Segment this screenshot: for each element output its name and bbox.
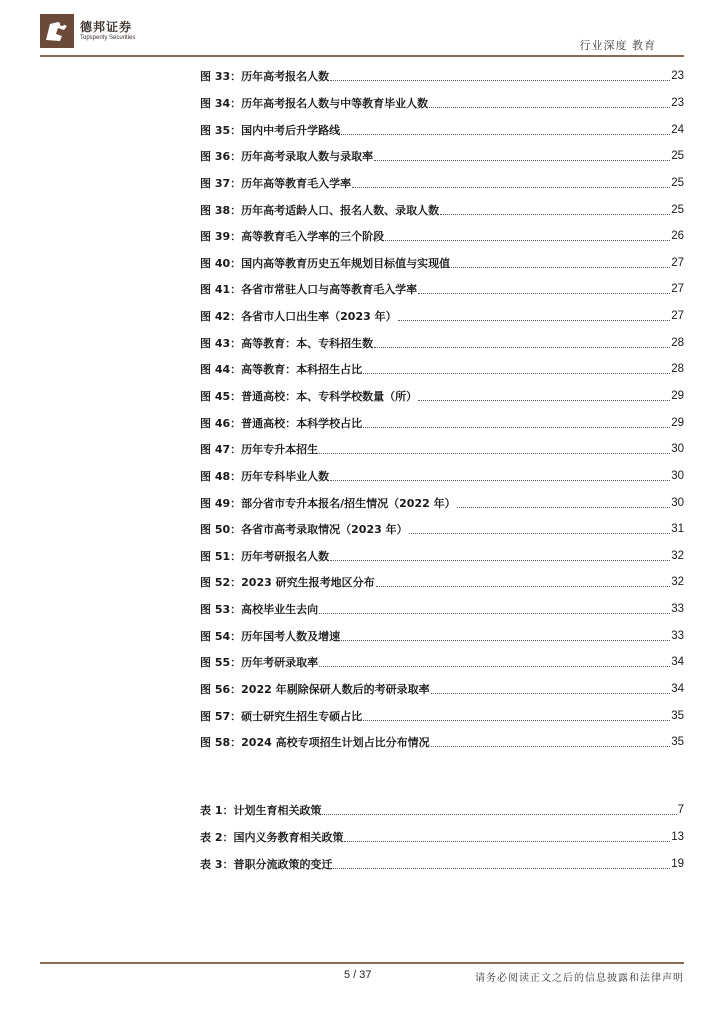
toc-entry-title: 图 56：2022 年剔除保研人数后的考研录取率 [200,683,430,697]
toc-entry-title: 图 48：历年专科毕业人数 [200,469,330,483]
toc-entry-page: 27 [671,310,684,323]
toc-entry-title: 图 53：高校毕业生去向 [200,603,319,617]
toc-entry-page: 31 [671,523,684,536]
toc-entry-title: 图 45：普通高校：本、专科学校数量（所） [200,390,418,403]
toc-entry[interactable] [200,516,684,543]
toc-dot-leader [374,346,670,348]
toc-entry-title: 图 47：历年专升本招生 [200,443,319,457]
toc-entry-title: 图 51：历年考研报名人数 [200,549,330,563]
toc-entry[interactable] [200,63,684,90]
toc-entry[interactable] [200,543,684,570]
toc-entry[interactable] [200,303,684,330]
toc-entry-page: 33 [671,629,684,642]
toc-entry-title: 图 33：历年高考报名人数 [200,70,330,84]
toc-entry[interactable] [200,463,684,490]
toc-entry[interactable] [200,409,684,436]
toc-dot-leader [330,479,670,481]
toc-entry[interactable] [200,850,684,877]
toc-dot-leader [352,186,670,188]
toc-entry-title: 图 34：历年高考报名人数与中等教育毕业人数 [200,96,429,110]
toc-entry[interactable] [200,596,684,623]
toc-entry-page: 35 [671,736,684,749]
toc-entry-page: 35 [671,709,684,722]
toc-entry-page: 23 [671,96,684,109]
brand-logo [40,14,170,48]
toc-entry-title: 图 39：高等教育毛入学率的三个阶段 [200,230,385,244]
toc-entry-page: 28 [671,336,684,349]
toc-entry[interactable] [200,436,684,463]
toc-dot-leader [398,319,671,321]
toc-entry[interactable] [200,622,684,649]
toc-entry-title: 图 57：硕士研究生招生专硕占比 [200,709,363,723]
toc-dot-leader [344,840,670,842]
toc-entry-title: 图 44：高等教育：本科招生占比 [200,363,363,377]
toc-entry[interactable] [200,276,684,303]
header-divider [40,55,684,57]
toc-entry-page: 19 [671,857,684,870]
toc-dot-leader [341,133,670,135]
toc-entry[interactable] [200,797,684,824]
toc-entry-page: 25 [671,203,684,216]
toc-entry-page: 26 [671,230,684,243]
toc-dot-leader [374,159,670,161]
toc-entry-page: 25 [671,176,684,189]
toc-entry[interactable] [200,223,684,250]
toc-entry-title: 图 35：国内中考后升学路线 [200,123,341,137]
section-tag: 行业深度 教育 [579,39,656,52]
toc-entry-title: 图 55：历年考研录取率 [200,656,319,670]
toc-entry-title: 表 3：普职分流政策的变迁 [200,857,333,871]
toc-entry-page: 24 [671,123,684,136]
toc-dot-leader [322,813,676,815]
toc-entry-title: 表 1：计划生育相关政策 [200,804,322,818]
toc-dot-leader [418,292,670,294]
toc-entry[interactable] [200,649,684,676]
toc-entry-title: 图 42：各省市人口出生率（2023 年） [200,310,397,324]
toc-dot-leader [431,745,671,747]
toc-entry-page: 29 [671,416,684,429]
toc-entry[interactable] [200,90,684,117]
toc-entry[interactable] [200,196,684,223]
toc-dot-leader [440,213,670,215]
toc-entry-page: 7 [677,804,684,817]
toc-dot-leader [330,559,670,561]
toc-entry[interactable] [200,729,684,756]
toc-entry-title: 表 2：国内义务教育相关政策 [200,830,344,844]
toc-entry-title: 图 52：2023 研究生报考地区分布 [200,576,375,590]
toc-dot-leader [457,506,671,508]
toc-entry-title: 图 38：历年高考适龄人口、报名人数、录取人数 [200,203,440,217]
toc-dot-leader [319,665,670,667]
toc-dot-leader [376,585,671,587]
toc-entry-page: 34 [671,656,684,669]
toc-entry-page: 27 [671,283,684,296]
toc-dot-leader [363,719,670,721]
toc-entry[interactable] [200,356,684,383]
page-number: 5 / 37 [344,969,372,981]
toc-entry[interactable] [200,383,684,410]
toc-entry[interactable] [200,824,684,851]
toc-entry-page: 33 [671,603,684,616]
toc-dot-leader [385,239,670,241]
toc-entry-page: 27 [671,256,684,269]
toc-entry-page: 32 [671,576,684,589]
toc-entry-page: 28 [671,363,684,376]
toc-entry-title: 图 54：历年国考人数及增速 [200,629,341,643]
toc-dot-leader [319,452,670,454]
toc-dot-leader [363,372,670,374]
figure-list [200,63,684,756]
toc-dot-leader [409,532,671,534]
toc-entry[interactable] [200,170,684,197]
toc-entry-page: 23 [671,70,684,83]
toc-entry[interactable] [200,143,684,170]
toc-entry-page: 30 [671,443,684,456]
toc-entry-page: 34 [671,683,684,696]
toc-entry-title: 图 46：普通高校：本科学校占比 [200,416,363,430]
disclaimer-text: 请务必阅读正文之后的信息披露和法律声明 [475,973,684,984]
toc-entry-page: 30 [671,469,684,482]
toc-entry-title: 图 41：各省市常驻人口与高等教育毛入学率 [200,283,418,297]
toc-dot-leader [319,612,670,614]
toc-dot-leader [429,106,670,108]
toc-entry-title: 图 36：历年高考录取人数与录取率 [200,150,374,164]
toc-entry[interactable] [200,569,684,596]
toc-dot-leader [330,79,670,81]
toc-entry-page: 32 [671,549,684,562]
toc-entry[interactable] [200,329,684,356]
toc-entry[interactable] [200,702,684,729]
deppon-logo-icon [40,14,74,48]
toc-entry[interactable] [200,116,684,143]
toc-entry-title: 图 43：高等教育：本、专科招生数 [200,336,374,350]
brand-name-cn: 德邦证券 [80,20,133,34]
toc-dot-leader [341,639,670,641]
toc-entry-title: 图 49：部分省市专升本报名/招生情况（2022 年） [200,496,456,510]
toc-dot-leader [333,867,670,869]
toc-entry-page: 29 [671,390,684,402]
table-list [200,797,684,877]
toc-entry-page: 25 [671,150,684,163]
toc-entry-page: 30 [671,496,684,509]
toc-entry[interactable] [200,249,684,276]
toc-entry[interactable] [200,489,684,516]
toc-entry-title: 图 58：2024 高校专项招生计划占比分布情况 [200,736,430,750]
toc-entry-title: 图 40：国内高等教育历史五年规划目标值与实现值 [200,256,451,270]
toc-entry-page: 13 [671,830,684,843]
toc-dot-leader [431,692,671,694]
toc-dot-leader [418,399,670,401]
brand-name-en: Topsperity Securities [80,35,136,41]
toc-dot-leader [363,426,670,428]
toc-entry-title: 图 50：各省市高考录取情况（2023 年） [200,523,408,537]
toc-entry-title: 图 37：历年高等教育毛入学率 [200,176,352,190]
toc-entry[interactable] [200,676,684,703]
footer-divider [40,962,684,964]
toc-dot-leader [451,266,670,268]
